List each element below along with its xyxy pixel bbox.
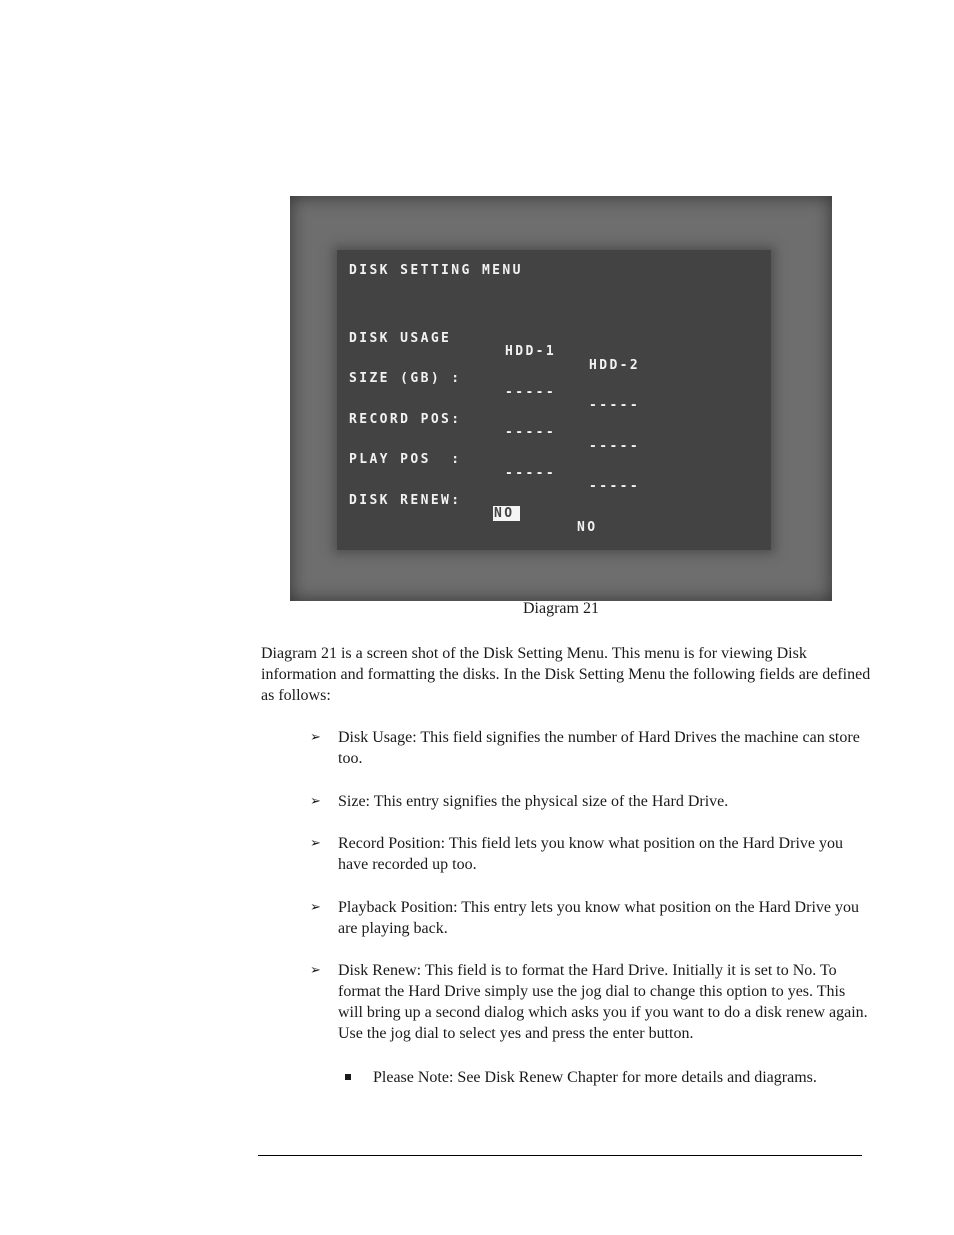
row-play-pos (349, 440, 641, 494)
row-disk-renew (349, 480, 598, 535)
value-hdd1: ----- (505, 465, 557, 481)
value-hdd2: ----- (589, 479, 641, 494)
row-label: DISK RENEW: (349, 492, 462, 508)
value-hdd1: ----- (505, 384, 557, 400)
footer-rule (258, 1155, 862, 1156)
arrow-bullet-icon: ➢ (310, 900, 321, 915)
value-hdd2: ----- (589, 438, 641, 454)
value-hdd2: ----- (589, 398, 641, 413)
col-hdd1: HDD-1 (505, 344, 557, 359)
list-item-text: Playback Position: This entry lets you know what position on the Hard Drive you are playing back. (338, 899, 859, 937)
list-item-text: Disk Usage: This field signifies the number of Hard Drives the machine can store too. (338, 729, 860, 767)
row-label: DISK USAGE (349, 330, 452, 346)
square-bullet-icon (345, 1074, 351, 1080)
arrow-bullet-icon: ➢ (310, 836, 321, 851)
row-label: SIZE (GB) : (349, 371, 462, 386)
note-text: Please Note: See Disk Renew Chapter for more details and diagrams. (373, 1069, 817, 1086)
diagram-21-screenshot (290, 196, 832, 601)
list-item-text: Size: This entry signifies the physical size of the Hard Drive. (338, 793, 729, 810)
disk-setting-menu-screen (337, 250, 771, 550)
value-hdd1: ----- (505, 425, 557, 440)
row-disk-usage (349, 318, 641, 373)
arrow-bullet-icon: ➢ (310, 963, 321, 978)
row-record-pos (349, 399, 641, 454)
disk-renew-hdd2: NO (577, 519, 598, 535)
arrow-bullet-icon: ➢ (310, 730, 321, 745)
list-item-text: Disk Renew: This field is to format the Hard Drive. Initially it is set to No. To format the Hard Drive simply use the jog dial to change this option to yes. This will bring up a second dialog which asks you if you want to do a disk renew again. Use the jog dial to select yes and press the enter button. (338, 962, 868, 1042)
menu-title: DISK SETTING MENU (349, 263, 523, 278)
arrow-bullet-icon: ➢ (310, 794, 321, 809)
col-hdd2: HDD-2 (589, 357, 641, 373)
selection-cursor: NO (493, 506, 520, 521)
row-label: PLAY POS : (349, 452, 462, 467)
menu-rows (349, 291, 641, 535)
row-label: RECORD POS: (349, 411, 462, 427)
disk-renew-hdd1-selected (493, 507, 520, 521)
list-item-text: Record Position: This field lets you know what position on the Hard Drive you have recorded up too. (338, 835, 843, 873)
figure-caption: Diagram 21 (523, 600, 599, 617)
intro-paragraph: Diagram 21 is a screen shot of the Disk Setting Menu. This menu is for viewing Disk information and formatting the disks. In the Disk Setting Menu the following fields are defined as follows: (261, 645, 871, 704)
